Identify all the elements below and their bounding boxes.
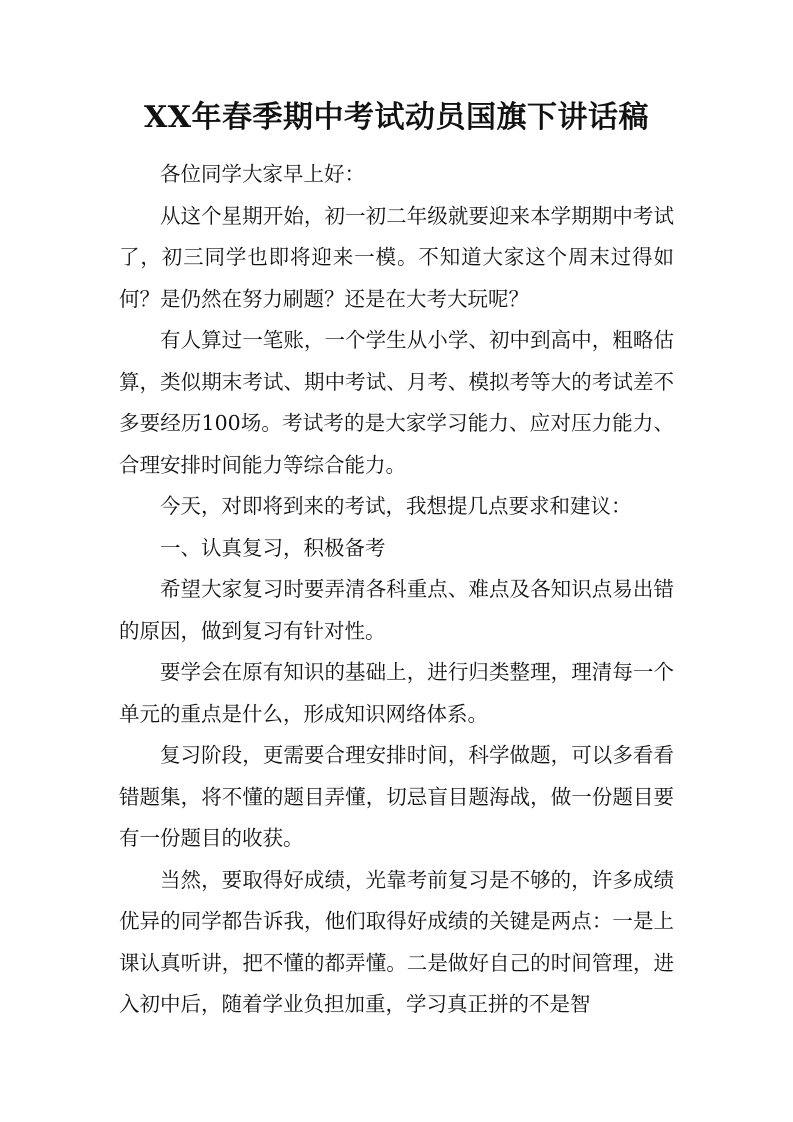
- paragraph-good-grades: 当然，要取得好成绩，光靠考前复习是不够的，许多成绩优异的同学都告诉我，他们取得好成绩的关键是两点：一是上课认真听讲，把不懂的都弄懂。二是做好自己的时间管理，进入初中后，随着学业负担加重，学习真正拼的不是智: [119, 867, 674, 1016]
- paragraph-knowledge-network: 要学会在原有知识的基础上，进行归类整理，理清每一个单元的重点是什么，形成知识网络体系。: [119, 660, 674, 726]
- paragraph-key-points: 希望大家复习时要弄清各科重点、难点及各知识点易出错的原因，做到复习有针对性。: [119, 577, 674, 643]
- paragraph-intro: 从这个星期开始，初一初二年级就要迎来本学期期中考试了，初三同学也即将迎来一模。不知道大家这个周末过得如何？是仍然在努力刷题？还是在大考大玩呢？: [119, 203, 674, 311]
- paragraph-suggestions-lead: 今天，对即将到来的考试，我想提几点要求和建议：: [160, 494, 632, 518]
- paragraph-exam-count: 有人算过一笔账，一个学生从小学、初中到高中，粗略估算，类似期末考试、期中考试、月考、模拟考等大的考试差不多要经历100场。考试考的是大家学习能力、应对压力能力、合理安排时间能力等综合能力。: [119, 328, 674, 477]
- document-body: [119, 154, 674, 1026]
- paragraph-greeting: 各位同学大家早上好：: [160, 162, 365, 186]
- document-title: XX年春季期中考试动员国旗下讲话稿: [143, 100, 650, 135]
- section-heading-review: 一、认真复习，积极备考: [160, 535, 386, 560]
- paragraph-time-arrangement: 复习阶段，更需要合理安排时间，科学做题，可以多看看错题集，将不懂的题目弄懂，切忌盲目题海战，做一份题目要有一份题目的收获。: [119, 743, 674, 850]
